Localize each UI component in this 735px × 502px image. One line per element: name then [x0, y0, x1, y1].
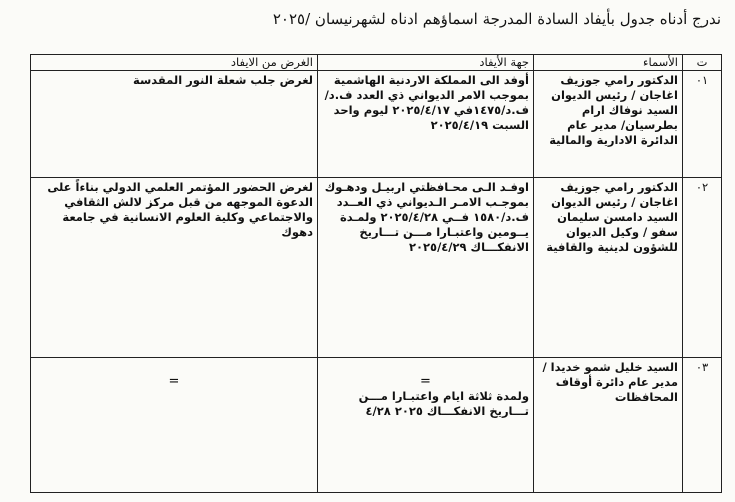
header-party: جهة الأيفاد	[318, 55, 534, 71]
table-row	[31, 71, 722, 178]
row-party: اوفـد الـى محـافظتي اربيـل ودهـوك بموجـب الامـر الـديواني ذي العــدد ف.د/١٥٨٠ فــي ٢٠٢٥/٤/٢٨ ولمـدة يــومين واعتبـارا مـــن تـــاريخ الانفكـــاك ٢٠٢٥/٤/٢٩	[318, 178, 534, 358]
table-row	[31, 358, 722, 493]
row-num: ٠٣	[683, 358, 722, 493]
page-title: ندرج أدناه جدول بأيفاد السادة المدرجة اسماؤهم ادناه لشهرنيسان /٢٠٢٥	[272, 10, 721, 28]
row-names: الدكتور رامي جوزيف اغاجان / رئيس الديوان السيد دامسن سليمان سفو / وكيل الديوان للشؤون لدينية والقافية	[534, 178, 683, 358]
header-purpose: الغرض من الايفاد	[31, 55, 318, 71]
row-purpose: =	[168, 374, 180, 389]
row-purpose: لغرض الحضور المؤتمر العلمي الدولي بناءاً على الدعوة الموجهه من قبل مركز لالش الثقافي والاجتماعي وكلية العلوم الانسانية في جامعة دهوك	[31, 178, 318, 358]
row-party-ditto: =	[420, 374, 431, 389]
row-purpose-cell	[31, 358, 318, 493]
row-names: السيد خليل شمو خديدا / مدير عام دائرة أوقاف المحافظات	[534, 358, 683, 493]
header-names: الأسماء	[534, 55, 683, 71]
table-row	[31, 178, 722, 358]
row-purpose: لغرض جلب شعلة النور المقدسة	[31, 71, 318, 178]
row-num: ٠٢	[683, 178, 722, 358]
row-party-cell	[318, 358, 534, 493]
row-party: ولمدة ثلاثة ايام واعتبـارا مـــن تـــاريخ الانفكـــاك ٢٠٢٥ ٤/٢٨	[358, 389, 529, 418]
row-party: أوفد الى المملكة الاردنية الهاشمية بموجب الامر الديواني ذي العدد ف.د/ ف.د/١٤٧٥في ٢٠٢٥/٤/١٧ ليوم واحد السبت ٢٠٢٥/٤/١٩	[318, 71, 534, 178]
table-header-row	[31, 55, 722, 71]
delegation-table	[30, 54, 722, 493]
row-names: الدكتور رامي جوزيف اغاجان / رئيس الديوان السيد نوفاك ارام بطرسيان/ مدير عام الدائرة الادارية والمالية	[534, 71, 683, 178]
row-num: ٠١	[683, 71, 722, 178]
header-num: ت	[683, 55, 722, 71]
